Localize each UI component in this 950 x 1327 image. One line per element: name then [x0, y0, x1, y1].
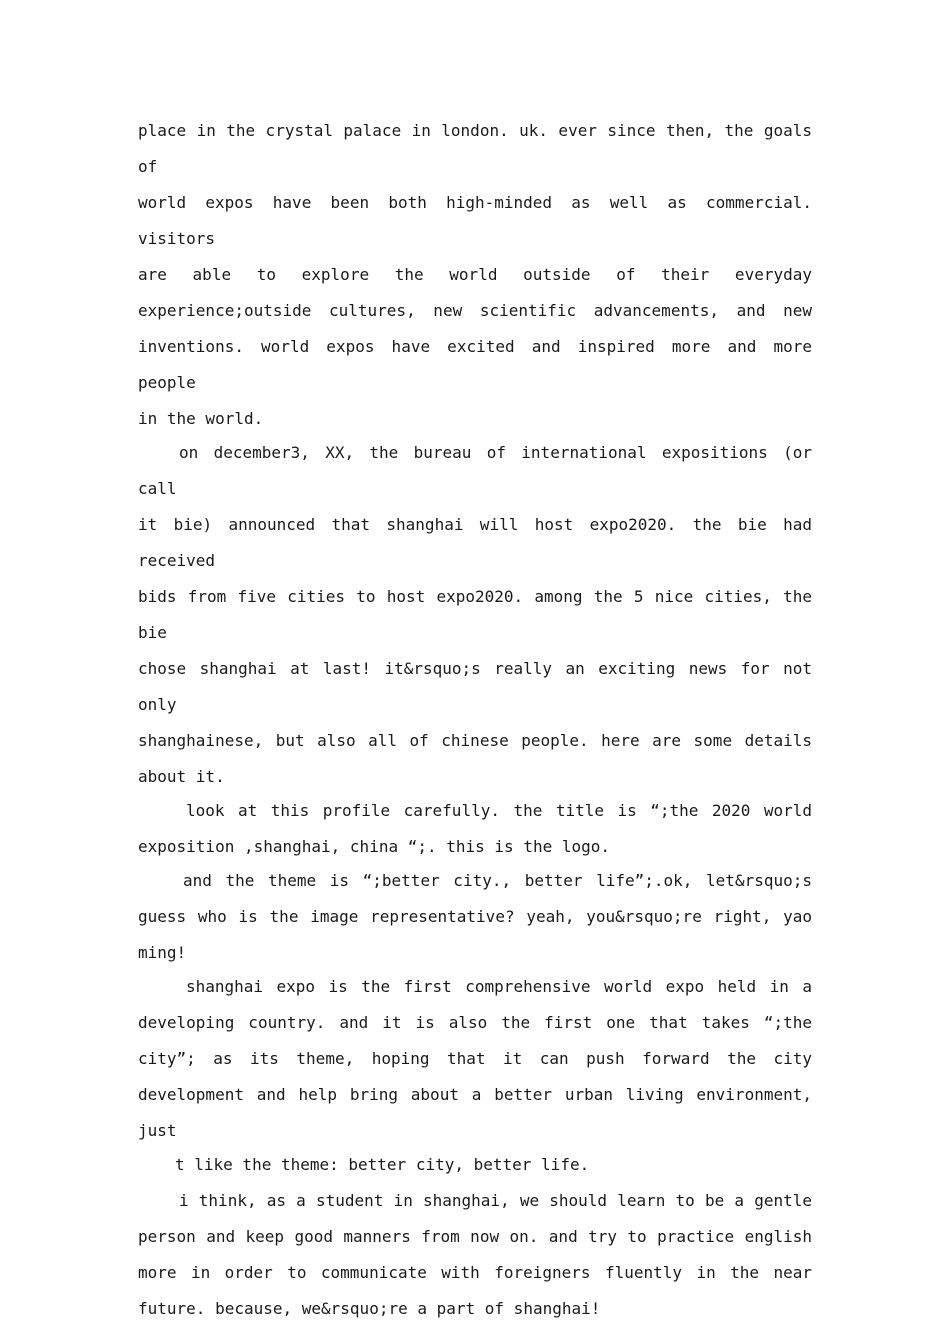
- text-line: bids from five cities to host expo2020. among the 5 nice cities, the bie: [138, 587, 812, 642]
- paragraph-6: [138, 1183, 812, 1327]
- paragraph-4: [138, 863, 812, 971]
- text-line: place in the crystal palace in london. uk. ever since then, the goals of: [138, 121, 812, 176]
- text-line: i think, as a student in shanghai, we should learn to be a gentle: [179, 1191, 812, 1210]
- paragraph-3: [138, 793, 812, 865]
- paragraph-5: [138, 969, 812, 1149]
- text-line: world expos have been both high-minded as well as commercial. visitors: [138, 193, 812, 248]
- text-line: future. because, we&rsquo;re a part of shanghai!: [138, 1299, 601, 1318]
- text-line: in the world.: [138, 409, 264, 428]
- text-line: experience;outside cultures, new scientific advancements, and new: [138, 301, 812, 320]
- text-line: chose shanghai at last! it&rsquo;s really an exciting news for not only: [138, 659, 812, 714]
- paragraph-1: [138, 113, 812, 437]
- text-line: and the theme is “;better city., better life”;.ok, let&rsquo;s: [183, 871, 812, 890]
- paragraph-2: [138, 435, 812, 795]
- text-line: inventions. world expos have excited and inspired more and more people: [138, 337, 812, 392]
- text-line: ming!: [138, 943, 187, 962]
- text-line: shanghai expo is the first comprehensive world expo held in a: [186, 977, 812, 996]
- document-body: [138, 113, 812, 1327]
- text-line: city”; as its theme, hoping that it can push forward the city: [138, 1049, 812, 1068]
- text-line: are able to explore the world outside of their everyday: [138, 265, 812, 284]
- text-line: developing country. and it is also the first one that takes “;the: [138, 1013, 812, 1032]
- text-line: person and keep good manners from now on. and try to practice english: [138, 1227, 812, 1246]
- text-line: look at this profile carefully. the title is “;the 2020 world: [186, 801, 812, 820]
- text-line: development and help bring about a better urban living environment, just: [138, 1085, 812, 1140]
- text-line-offset: t like the theme: better city, better life.: [175, 1155, 590, 1174]
- text-line: shanghainese, but also all of chinese people. here are some details: [138, 731, 812, 750]
- text-line: about it.: [138, 767, 225, 786]
- text-line: more in order to communicate with foreigners fluently in the near: [138, 1263, 812, 1282]
- text-line: exposition ,shanghai, china “;. this is the logo.: [138, 837, 611, 856]
- text-line: guess who is the image representative? yeah, you&rsquo;re right, yao: [138, 907, 812, 926]
- text-line: on december3, XX, the bureau of international expositions (or call: [138, 443, 812, 498]
- text-line: it bie) announced that shanghai will host expo2020. the bie had received: [138, 515, 812, 570]
